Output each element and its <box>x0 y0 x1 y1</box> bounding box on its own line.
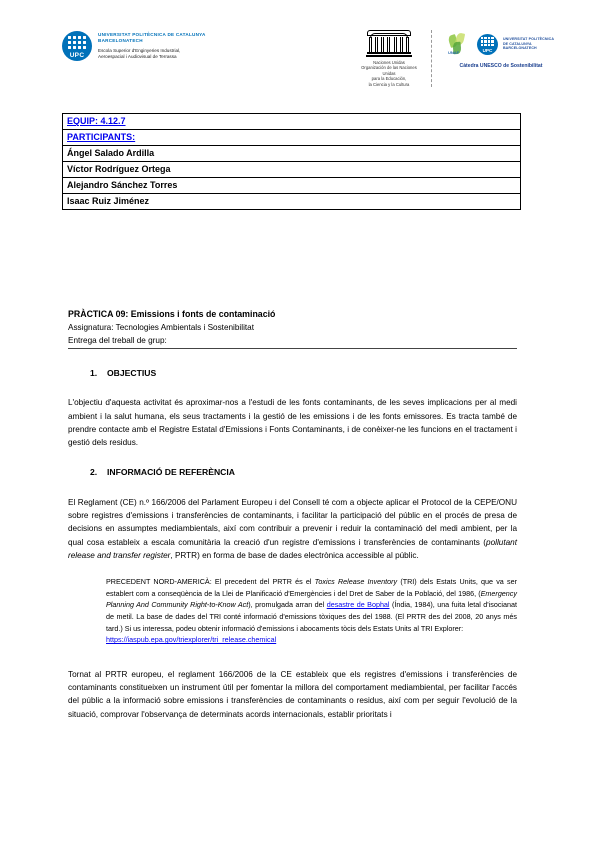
section-1-heading <box>90 367 517 380</box>
title-divider <box>68 348 517 349</box>
catedra-univ-line-2: DE CATALUNYA <box>502 41 532 46</box>
note-paragraph-spacer <box>68 646 517 668</box>
team-member-cell-4: Isaac Ruiz Jiménez <box>63 194 521 210</box>
catedra-unesco-logo <box>432 30 560 69</box>
section-2-paragraph-part-2: , PRTR) en forma de base de dades electrònica accessible al públic. <box>170 550 419 560</box>
unesco-logo <box>355 30 432 87</box>
team-member-cell-1: Ángel Salado Ardilla <box>63 146 521 162</box>
prtr-italic-term: pollutant release and transfer register <box>68 537 517 560</box>
practica-title: PRÀCTICA 09: Emissions i fonts de contaminació <box>68 309 276 319</box>
precedent-note-text-d: (Índia, 1984), una fuita letal d'isocianat de metil. La base de dades del TRI conté informació d'emissions tòxiques des del 1988. (El PRTR des del 2008, 20 anys més tard.) Si us interessa, podeu obtenir informació d'emissions i abocaments tòcis dels Estats Units al TRI Explorer: <box>106 600 517 633</box>
upc-school-line-2: Aeroespacial i Audiovisual de Terrassa <box>98 53 177 59</box>
catedra-title: Càtedra UNESCO de Sostenibilitat <box>459 63 543 69</box>
epcra-italic-term: Emergency Planning And Community Right-to-Know Act <box>106 588 517 610</box>
section-2-paragraph <box>68 496 517 562</box>
catedra-univ-line-3: BARCELONATECH <box>502 46 537 51</box>
leaves-icon <box>448 33 472 55</box>
section-1-label: OBJECTIUS <box>107 368 157 378</box>
unesco-caption-line-2: Organización de las Naciones Unidas <box>361 65 417 76</box>
unesco-caption-line-4: la Ciencia y la Cultura <box>368 81 410 87</box>
section-1-paragraph: L'objectiu d'aquesta activitat és aproximar-nos a l'estudi de les fonts contaminants, de les seves implicacions per al medi ambient i la salut humana, els seus tractaments i la gestió de les emissions i de les fonts emissores. Es tracta també de prendre contacte amb el Registre Estatal d'Emissions i Fonts Contaminants, i de conèixer-ne les funcions en el tractament i gestió dels residus. <box>68 398 517 448</box>
unesco-caption-line-3: para la Educación, <box>371 76 407 82</box>
tri-italic-term: Toxics Release Inventory <box>314 577 398 587</box>
unesco-caption <box>355 60 423 87</box>
upc-school-line-1: Escola Superior d'Enginyeries Industrial, <box>98 47 181 53</box>
table-row <box>63 178 521 194</box>
section-2-heading <box>90 466 517 479</box>
section-2-label: INFORMACIÓ DE REFERÈNCIA <box>107 467 235 478</box>
table-row <box>63 114 521 130</box>
team-table-body <box>63 114 521 210</box>
bhopal-disaster-link[interactable]: desastre de Bophal <box>326 600 390 610</box>
table-row <box>63 162 521 178</box>
team-member-cell-3: Alejandro Sánchez Torres <box>63 178 521 194</box>
precedent-note-text-a: El precedent del PRTR és el <box>211 577 315 587</box>
catedra-univ-line-1: UNIVERSITAT POLITÈCNICA <box>502 37 555 42</box>
section-2-paragraph-part-1: El Reglament (CE) n.º 166/2006 del Parlament Europeu i del Consell té com a objecte aplicar el Protocol de la CEPE/ONU sobre registres d'emissions i transferències de contaminants, i facilitar la participació del públic en el procés de presa de decisions en assumptes mediambientals, així com contribuir a prevenir i reduir la contaminació del medi ambient, per la qual cosa estableix a escala comunitària la creació d'un registre d'emissions i transferències de contaminants ( <box>68 497 517 547</box>
team-participants-table <box>62 113 521 210</box>
header-right-logos <box>355 30 560 87</box>
document-body <box>68 308 517 738</box>
upc-emblem-icon <box>62 31 92 61</box>
upc-small-logo-tag: UPC <box>482 48 493 53</box>
section-2-paragraph-after: Tornat al PRTR europeu, el reglament 166/2006 de la CE estableix que els registres d'emissions i transferències de contaminants constitueixen un instrument útil per fomentar la millora del comportament mediambiental, per facilitar l'accés del públic a la informació sobre emissions i transferències de contaminants o residus, així com per seguir l'evolució de la situació, comprovar l'observança de determinats acords internacionals, establir prioritats i <box>68 669 517 719</box>
precedent-note-text-b: (TRI) dels Estats Units, que va ser establert com a conseqüència de la Llei de Planificació d'Emergències i del Dret de Saber de la Població, del 1986, ( <box>106 577 517 598</box>
team-participants-header-cell: PARTICIPANTS: <box>63 130 521 146</box>
table-row <box>63 146 521 162</box>
upc-small-emblem-icon <box>477 34 498 55</box>
tri-explorer-url-link[interactable]: https://iaspub.epa.gov/triexplorer/tri_release.chemical <box>106 635 277 645</box>
page-header <box>0 0 600 87</box>
table-row <box>63 194 521 210</box>
upc-brand-name: BARCELONATECH <box>98 38 143 44</box>
upc-logo-tag: UPC <box>69 52 85 59</box>
precedent-note-text-c: ), promulgada arran del <box>248 600 327 610</box>
team-equip-cell: EQUIP: 4.12.7 <box>63 114 521 130</box>
team-member-cell-2: Víctor Rodríguez Ortega <box>63 162 521 178</box>
upc-university-name: UNIVERSITAT POLITÈCNICA DE CATALUNYA <box>98 32 206 37</box>
upc-logo-text <box>98 30 206 60</box>
precedent-note-label: PRECEDENT NORD-AMERICÀ: <box>106 577 212 587</box>
catedra-university-text <box>503 37 554 51</box>
upc-logo <box>62 30 206 61</box>
unesco-caption-line-1: Naciones Unidas <box>373 60 405 65</box>
subject-line: Assignatura: Tecnologies Ambientals i Sostenibilitat <box>68 323 254 332</box>
delivery-line: Entrega del treball de grup: <box>68 336 167 345</box>
precedent-note <box>106 576 517 646</box>
section-2-number: 2. <box>90 467 98 478</box>
catedra-logo-marks <box>448 30 554 58</box>
unaf-label: UNAF <box>447 50 460 55</box>
table-row <box>63 130 521 146</box>
section-1-number: 1. <box>90 368 98 378</box>
unesco-temple-icon <box>367 30 411 57</box>
